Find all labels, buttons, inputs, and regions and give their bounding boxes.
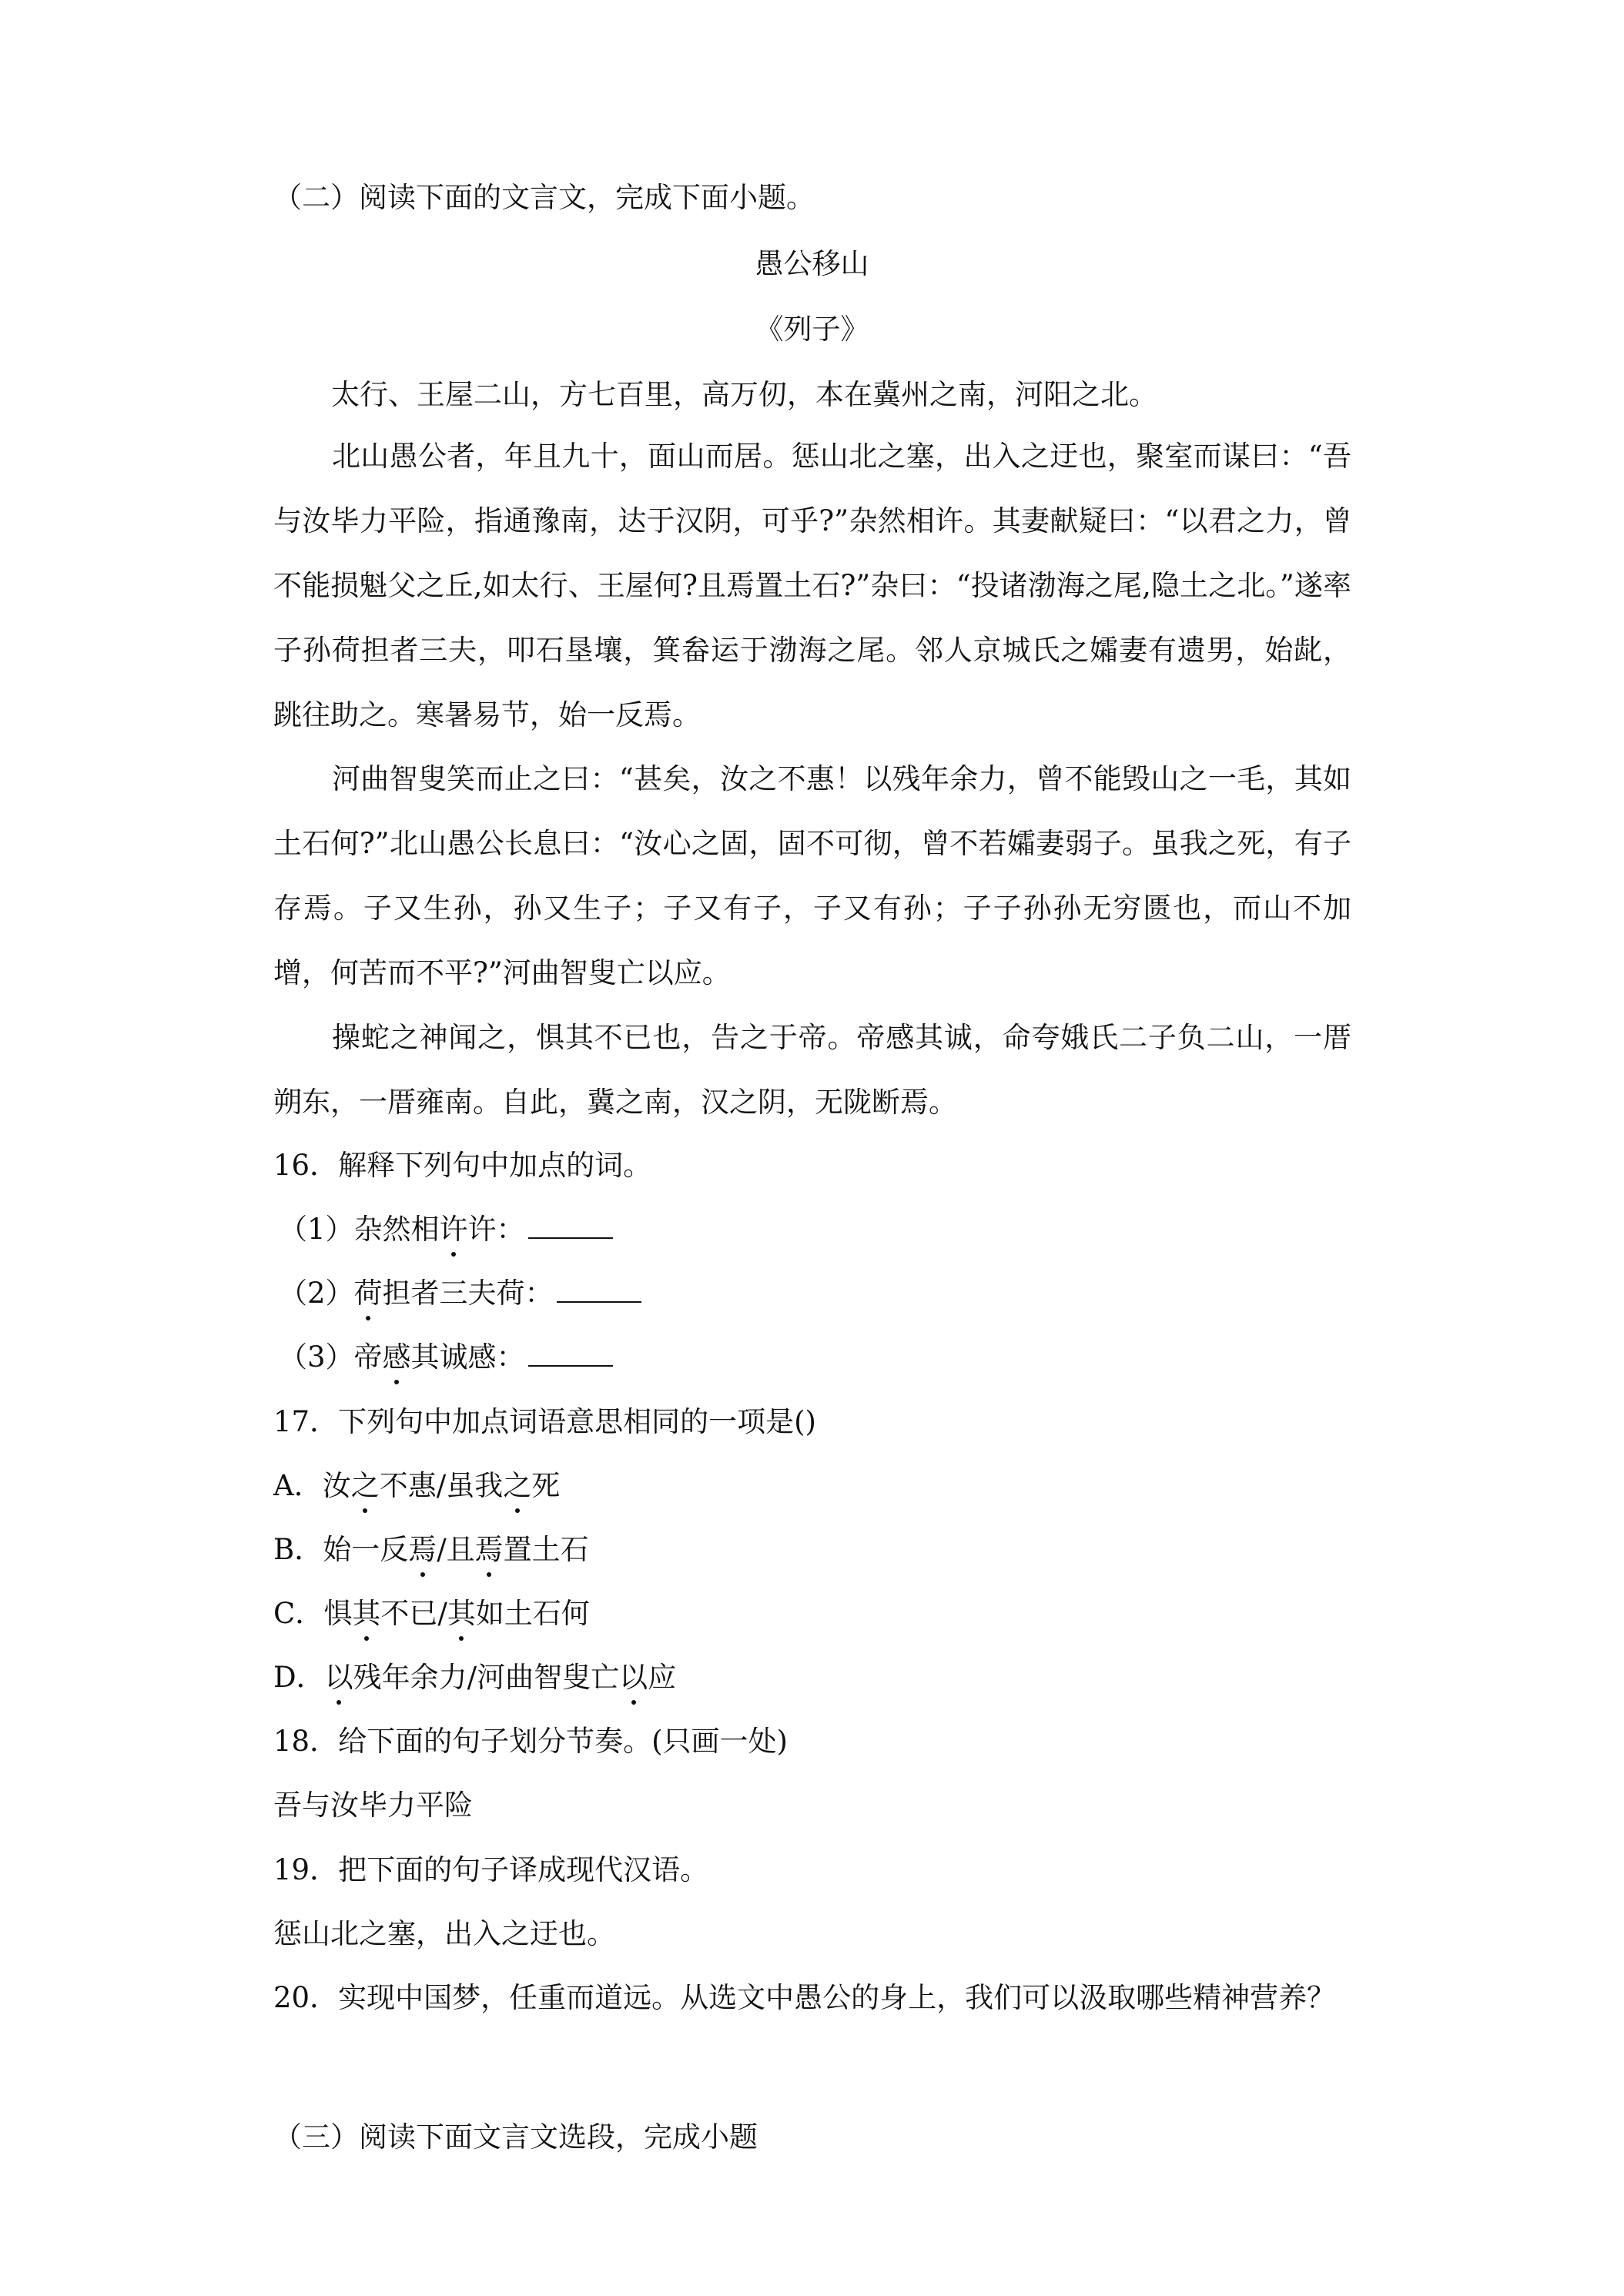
separator: / xyxy=(437,1597,447,1630)
question-16-item-1 xyxy=(279,1210,613,1249)
option-label: B． xyxy=(273,1533,323,1566)
target-word: 荷： xyxy=(496,1277,554,1310)
passage-paragraph-3: 河曲智叟笑而止之曰：“甚矣，汝之不惠！以残年余力，曾不能毁山之一毛，其如土石何?”北山愚公长息曰：“汝心之固，固不可彻，曾不若孀妻弱子。虽我之死，有子存焉。子又生孙，孙又生子；子又有子，子又有孙；子子孙孙无穷匮也，而山不加增，何苦而不平?”河曲智叟亡以应。 xyxy=(273,762,1351,989)
separator: / xyxy=(437,1533,447,1566)
question-20-stem: 20．实现中国梦，任重而道远。从选文中愚公的身上，我们可以汲取哪些精神营养？ xyxy=(273,1981,1336,2014)
question-16-stem: 16．解释下列句中加点的词。 xyxy=(273,1149,652,1182)
sentence-part: 置土石 xyxy=(503,1533,589,1566)
sentence-part: 惧 xyxy=(323,1597,353,1630)
section-3-heading: （三）阅读下面文言文选段，完成小题 xyxy=(273,2120,758,2154)
sentence-part: 河曲智叟亡 xyxy=(477,1661,620,1694)
dotted-word: 其 xyxy=(447,1595,476,1633)
dotted-word: 之 xyxy=(503,1467,531,1505)
dotted-word: 之 xyxy=(351,1467,380,1505)
question-17-option-d[interactable] xyxy=(273,1658,676,1697)
item-number: （3） xyxy=(279,1340,354,1374)
target-word: 许： xyxy=(467,1213,525,1246)
section-2-heading: （二）阅读下面的文言文，完成下面小题。 xyxy=(273,181,815,214)
question-19-stem: 19．把下面的句子译成现代汉语。 xyxy=(273,1853,709,1886)
sentence-part: 汝 xyxy=(322,1469,351,1502)
question-18-sentence: 吾与汝毕力平险 xyxy=(273,1789,473,1822)
answer-blank[interactable] xyxy=(528,1339,613,1367)
question-17-option-c[interactable] xyxy=(273,1595,590,1633)
target-word: 感： xyxy=(467,1340,525,1374)
sentence-part: 残年余力 xyxy=(353,1661,467,1694)
sentence-part: 死 xyxy=(531,1469,561,1502)
sentence-part: 杂然相 xyxy=(353,1213,440,1246)
separator: / xyxy=(436,1469,447,1502)
sentence-part: 帝 xyxy=(353,1340,383,1374)
dotted-word: 许 xyxy=(440,1210,468,1249)
sentence-part: 如土石何 xyxy=(475,1597,590,1630)
sentence-part: 担者三夫 xyxy=(382,1277,497,1310)
dotted-word: 焉 xyxy=(475,1531,504,1569)
passage-title: 愚公移山 xyxy=(755,247,869,280)
question-18-stem: 18．给下面的句子划分节奏。(只画一处) xyxy=(273,1725,788,1758)
item-number: （1） xyxy=(279,1213,354,1246)
question-16-item-3 xyxy=(279,1338,613,1377)
question-17-option-b[interactable] xyxy=(273,1531,589,1569)
sentence-part: 不惠 xyxy=(379,1469,437,1502)
dotted-word: 以 xyxy=(325,1658,353,1697)
sentence-part: 且 xyxy=(446,1533,475,1566)
sentence-part: 其诚 xyxy=(410,1340,468,1374)
dotted-word: 其 xyxy=(352,1595,380,1633)
answer-blank[interactable] xyxy=(528,1211,613,1239)
item-number: （2） xyxy=(279,1277,354,1310)
dotted-word: 感 xyxy=(383,1338,411,1377)
separator: / xyxy=(467,1661,477,1694)
answer-blank[interactable] xyxy=(557,1275,641,1303)
dotted-word: 荷 xyxy=(354,1274,383,1313)
question-17-stem: 17．下列句中加点词语意思相同的一项是() xyxy=(273,1405,816,1438)
dotted-word: 焉 xyxy=(408,1531,437,1569)
passage-paragraph-4: 操蛇之神闻之，惧其不已也，告之于帝。帝感其诚，命夸娥氏二子负二山，一厝朔东，一厝雍南。自此，冀之南，汉之阴，无陇断焉。 xyxy=(273,1021,1351,1119)
question-19-sentence: 惩山北之塞，出入之迂也。 xyxy=(273,1917,615,1950)
sentence-part: 应 xyxy=(648,1661,677,1694)
passage-paragraph-2: 北山愚公者，年且九十，面山而居。惩山北之塞，出入之迂也，聚室而谋曰：“吾与汝毕力平险，指通豫南，达于汉阴，可乎?”杂然相许。其妻献疑曰：“以君之力，曾不能损魁父之丘,如太行、王屋何?且焉置土石?”杂曰：“投诸渤海之尾,隐土之北。”遂率子孙荷担者三夫，叩石垦壤，箕畚运于渤海之尾。邻人京城氏之孀妻有遗男，始龀，跳往助之。寒暑易节，始一反焉。 xyxy=(273,440,1351,731)
dotted-word: 以 xyxy=(619,1658,648,1697)
sentence-part: 始一反 xyxy=(323,1533,409,1566)
passage-source: 《列子》 xyxy=(755,313,869,346)
option-label: D． xyxy=(273,1661,325,1694)
option-label: C． xyxy=(273,1597,324,1630)
option-label: A． xyxy=(273,1469,323,1502)
question-16-item-2 xyxy=(279,1274,641,1313)
sentence-part: 虽我 xyxy=(446,1469,504,1502)
passage-paragraph-1: 太行、王屋二山，方七百里，高万仞，本在冀州之南，河阳之北。 xyxy=(331,378,1157,411)
question-17-option-a[interactable] xyxy=(273,1467,560,1505)
sentence-part: 不已 xyxy=(380,1597,438,1630)
